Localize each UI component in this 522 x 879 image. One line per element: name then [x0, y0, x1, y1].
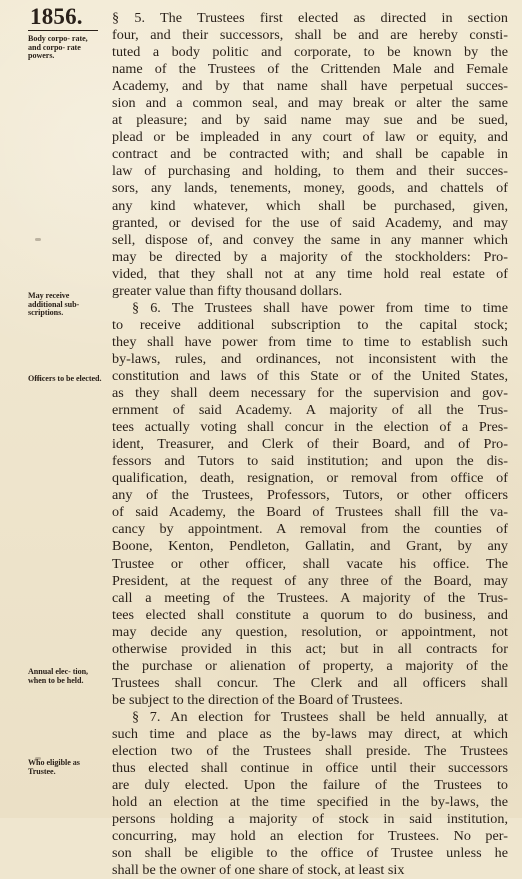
section-7-line-1: § 7. An election for Trustees shall be held annually, at — [132, 708, 508, 725]
print-speck — [35, 757, 41, 760]
margin-note-additional-subscriptions: May receive additional sub- scriptions. — [28, 291, 80, 317]
section-5-line-16: vided, that they shall not at any time hold real estate of — [112, 265, 508, 282]
section-7-line-2: such time and place as the by-laws may direct, at which — [112, 725, 508, 742]
section-6-line-3: they shall have power from time to time to establish such — [112, 333, 508, 350]
section-5-line-6: sion and a common seal, and may break or alter the same — [112, 95, 508, 112]
section-5-line-7: at pleasure; and by said name may sue and be sued, — [112, 112, 508, 129]
section-6-line-14: cancy by appointment. A removal from the counties of — [112, 521, 508, 538]
section-6-line-5: constitution and laws of this State or of the United States, — [112, 367, 508, 384]
section-5-line-3: tuted a body politic and corporate, to be known by the — [112, 44, 508, 61]
section-6-line-10: fessors and Tutors to said institution; and upon the dis- — [112, 453, 508, 470]
section-5-line-1: § 5. The Trustees first elected as directed in section — [112, 10, 508, 26]
section-7-line-8: concurring, may hold an election for Trustees. No per- — [112, 828, 508, 845]
section-5-line-13: granted, or devised for the use of said Academy, and may — [112, 214, 508, 231]
section-7-line-10: shall be the owner of one share of stock, at least six — [112, 862, 405, 879]
section-5-line-15: may be directed by a majority of the stockholders: Pro- — [112, 248, 508, 265]
section-6-line-24: be subject to the direction of the Board of Trustees. — [112, 691, 403, 708]
section-7-line-7: persons holding a majority of stock in said institution, — [112, 811, 508, 828]
section-6-line-6: as they shall deem necessary for the supervision and gov- — [112, 385, 508, 402]
margin-note-annual-election: Annual elec- tion, when to be held. — [28, 667, 89, 685]
section-6-line-7: ernment of said Academy. A majority of all the Trus- — [112, 402, 508, 419]
section-6-line-21: otherwise provided in this act; but in all contracts for — [112, 640, 508, 657]
section-5-line-17: greater value than fifty thousand dollars. — [112, 282, 343, 299]
section-6-line-19: tees elected shall constitute a quorum to do business, and — [112, 606, 508, 623]
section-7-line-4: thus elected shall continue in office until their successors — [112, 760, 508, 777]
margin-note-body-corporate: Body corpo- rate, and corpo- rate powers. — [28, 34, 88, 60]
section-6-line-20: may decide any question, resolution, or appointment, not — [112, 623, 508, 640]
section-7-line-3: election two of the Trustees shall preside. The Trustees — [112, 743, 508, 760]
margin-note-officers-elected: Officers to be elected. — [28, 374, 102, 383]
section-6-line-9: ident, Treasurer, and Clerk of their Board, and of Pro- — [112, 436, 508, 453]
section-6-line-17: President, at the request of any three of the Board, may — [112, 572, 508, 589]
section-6-line-18: call a meeting of the Trustees. A majority of the Trus- — [112, 589, 508, 606]
section-5-line-5: Academy, and by that name shall have perpetual succes- — [112, 78, 508, 95]
section-5-line-10: law of purchasing and holding, to them and their succes- — [112, 163, 508, 180]
section-6-line-22: the purchase or alienation of property, a majority of the — [112, 657, 508, 674]
section-7-line-9: son shall be eligible to the office of Trustee unless he — [112, 845, 508, 862]
page-year: 1856. — [30, 4, 83, 29]
section-6-line-12: any of the Trustees, Professors, Tutors, or other officers — [112, 487, 508, 504]
margin-note-trustee-eligibility: Who eligible as Trustee. — [28, 758, 80, 776]
section-6-line-8: tees actually voting shall concur in the election of a Pres- — [112, 419, 508, 436]
section-6-line-4: by-laws, rules, and ordinances, not inconsistent with the — [112, 350, 508, 367]
print-speck — [35, 238, 41, 241]
section-7-line-5: are duly elected. Upon the failure of the Trustees to — [112, 777, 508, 794]
section-6-line-11: qualification, death, resignation, or removal from office of — [112, 470, 508, 487]
section-5-line-2: four, and their successors, shall be and are hereby consti- — [112, 27, 508, 44]
section-6-line-15: Boone, Kenton, Pendleton, Gallatin, and Grant, by any — [112, 538, 508, 555]
section-5-line-11: sors, any lands, tenements, money, goods, and chattels of — [112, 180, 508, 197]
section-6-line-16: Trustee or other officer, shall vacate his office. The — [112, 555, 508, 572]
section-5-line-14: sell, dispose of, and convey the same in any manner which — [112, 231, 508, 248]
header-rule — [28, 30, 98, 31]
statute-text — [112, 10, 508, 879]
section-6-line-23: Trustees shall concur. The Clerk and all officers shall — [112, 674, 508, 691]
section-5-line-8: plead or be impleaded in any court of law or equity, and — [112, 129, 508, 146]
section-5-line-12: any kind whatever, which shall be purchased, given, — [112, 197, 508, 214]
section-5-line-4: name of the Trustees of the Crittenden Male and Female — [112, 61, 508, 78]
section-7-line-6: hold an election at the time specified in the by-laws, the — [112, 794, 508, 811]
section-6-line-1: § 6. The Trustees shall have power from time to time — [132, 299, 508, 316]
section-6-line-2: to receive additional subscription to the capital stock; — [112, 316, 508, 333]
section-6-line-13: of said Academy, the Board of Trustees shall fill the va- — [112, 504, 508, 521]
section-5-line-9: contract and be contracted with; and shall be capable in — [112, 146, 508, 163]
print-speck — [35, 377, 41, 380]
